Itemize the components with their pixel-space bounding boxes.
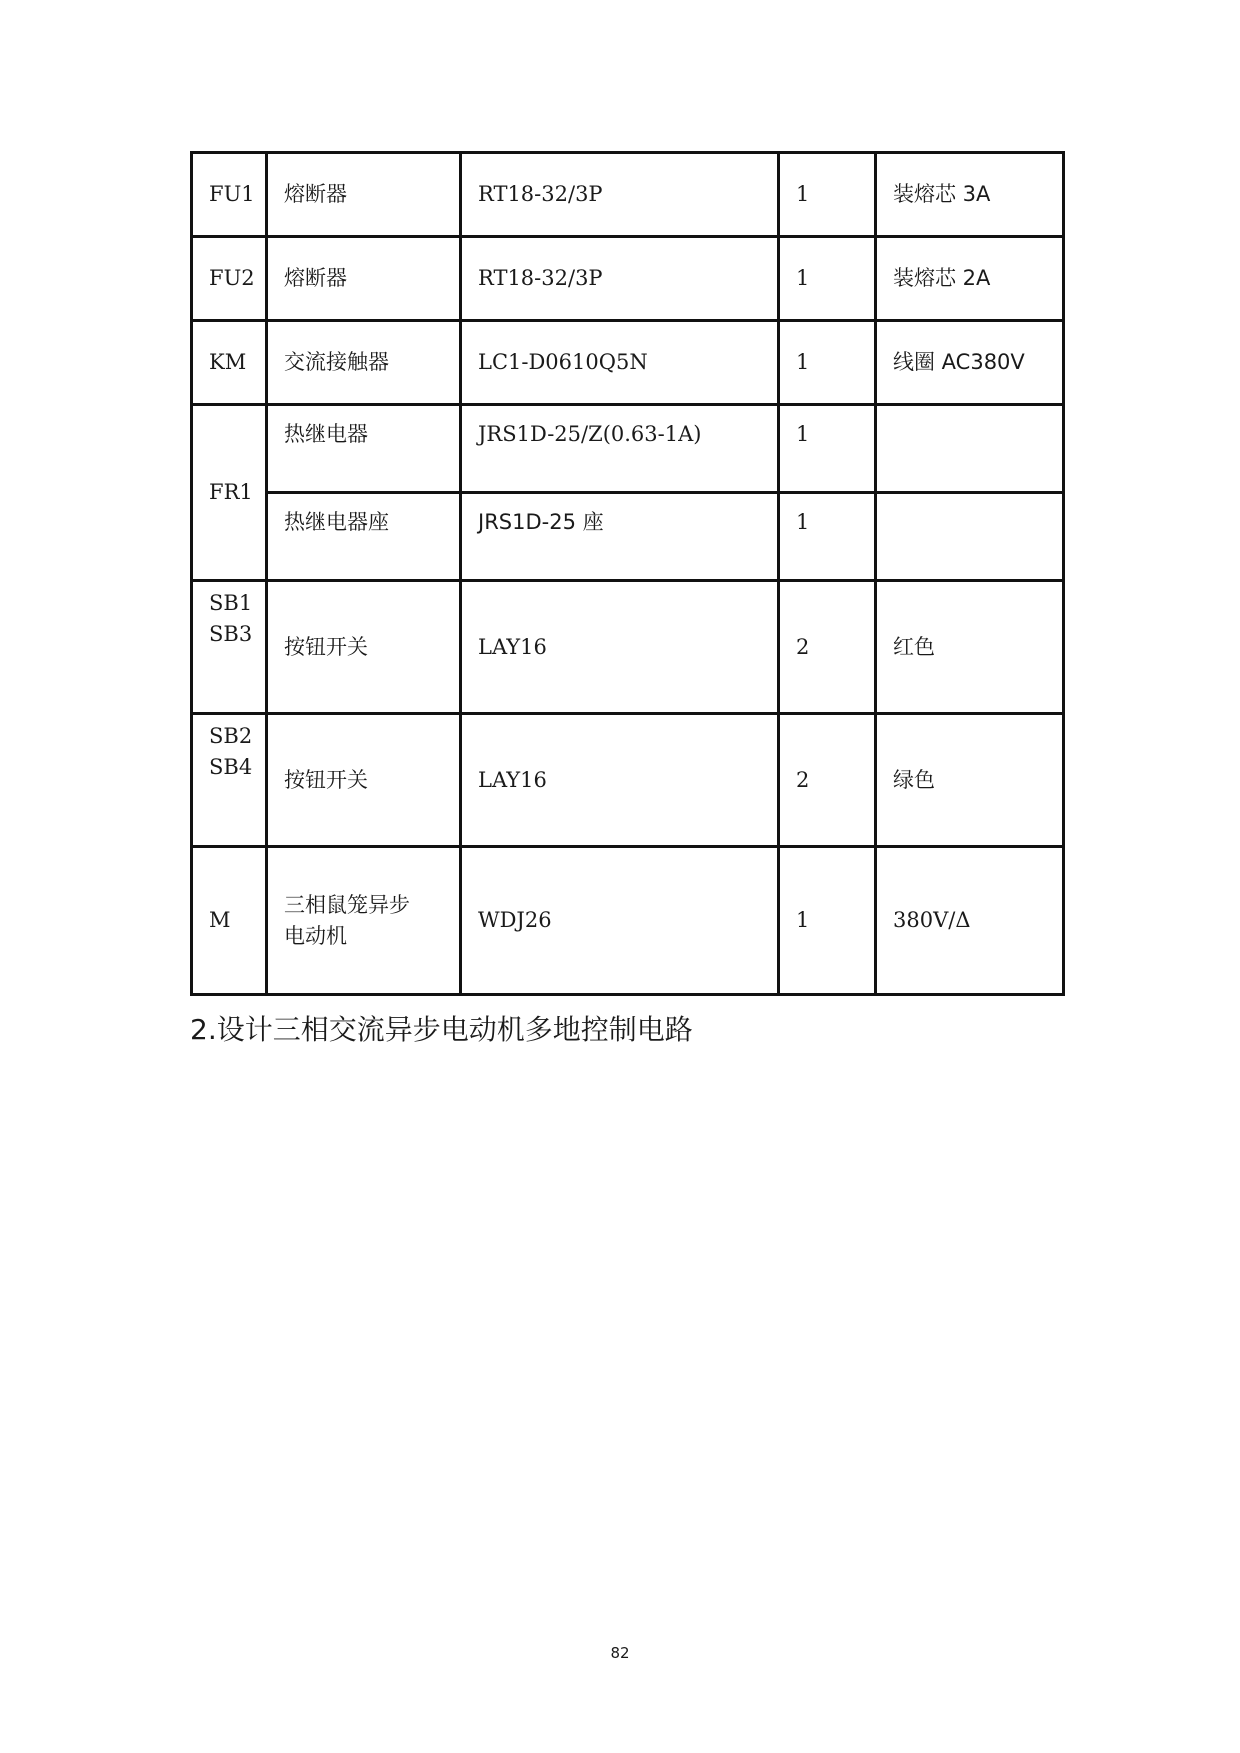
cell-qty: 1 <box>779 847 876 995</box>
cell-code <box>192 581 267 714</box>
cell-name: 按钮开关 <box>267 714 461 847</box>
cell-qty-text: 1 <box>796 422 810 446</box>
cell-note: 红色 <box>876 581 1064 714</box>
cell-code-lines <box>209 588 265 650</box>
cell-note: 380V/Δ <box>876 847 1064 995</box>
table-row <box>192 237 1064 321</box>
cell-code <box>192 714 267 847</box>
cell-name-line: 电动机 <box>284 923 347 948</box>
cell-qty-text: 1 <box>796 510 810 534</box>
cell-note: 绿色 <box>876 714 1064 847</box>
cell-qty <box>779 405 876 493</box>
table-row <box>192 847 1064 995</box>
cell-code: FR1 <box>192 405 267 581</box>
cell-name <box>267 493 461 581</box>
table-row <box>192 581 1064 714</box>
cell-model: LAY16 <box>461 714 779 847</box>
cell-qty: 1 <box>779 321 876 405</box>
cell-qty: 2 <box>779 581 876 714</box>
cell-code-line: SB1 <box>209 591 253 615</box>
cell-name <box>267 405 461 493</box>
cell-code-line: SB4 <box>209 755 253 779</box>
cell-model <box>461 405 779 493</box>
cell-name: 按钮开关 <box>267 581 461 714</box>
cell-name: 熔断器 <box>267 237 461 321</box>
cell-name: 熔断器 <box>267 153 461 237</box>
cell-model: RT18-32/3P <box>461 153 779 237</box>
cell-model <box>461 493 779 581</box>
section-heading: 2.设计三相交流异步电动机多地控制电路 <box>190 1013 693 1046</box>
table-row <box>192 153 1064 237</box>
cell-model: WDJ26 <box>461 847 779 995</box>
table-row <box>192 714 1064 847</box>
cell-name <box>267 847 461 995</box>
table-row <box>192 405 1064 493</box>
parts-table <box>190 151 1065 996</box>
cell-code: FU1 <box>192 153 267 237</box>
cell-name-text: 热继电器 <box>284 422 368 446</box>
cell-code-lines <box>209 721 265 783</box>
table-row <box>192 321 1064 405</box>
cell-code: KM <box>192 321 267 405</box>
cell-qty <box>779 493 876 581</box>
cell-note: 装熔芯 2A <box>876 237 1064 321</box>
cell-name-text: 热继电器座 <box>284 510 389 534</box>
cell-note <box>876 405 1064 493</box>
cell-code-line: SB2 <box>209 724 253 748</box>
cell-code-line: SB3 <box>209 622 253 646</box>
cell-qty: 1 <box>779 237 876 321</box>
cell-model-text: JRS1D-25/Z(0.63-1A) <box>478 422 702 446</box>
cell-model: LC1-D0610Q5N <box>461 321 779 405</box>
page-number: 82 <box>610 1644 630 1662</box>
cell-note <box>876 493 1064 581</box>
table-row <box>192 493 1064 581</box>
cell-model: RT18-32/3P <box>461 237 779 321</box>
cell-code: M <box>192 847 267 995</box>
cell-note: 线圈 AC380V <box>876 321 1064 405</box>
cell-model-text: JRS1D-25 座 <box>478 510 604 534</box>
cell-name: 交流接触器 <box>267 321 461 405</box>
cell-name-line: 三相鼠笼异步 <box>284 892 410 917</box>
cell-code: FU2 <box>192 237 267 321</box>
cell-note: 装熔芯 3A <box>876 153 1064 237</box>
cell-qty: 2 <box>779 714 876 847</box>
cell-model: LAY16 <box>461 581 779 714</box>
cell-qty: 1 <box>779 153 876 237</box>
